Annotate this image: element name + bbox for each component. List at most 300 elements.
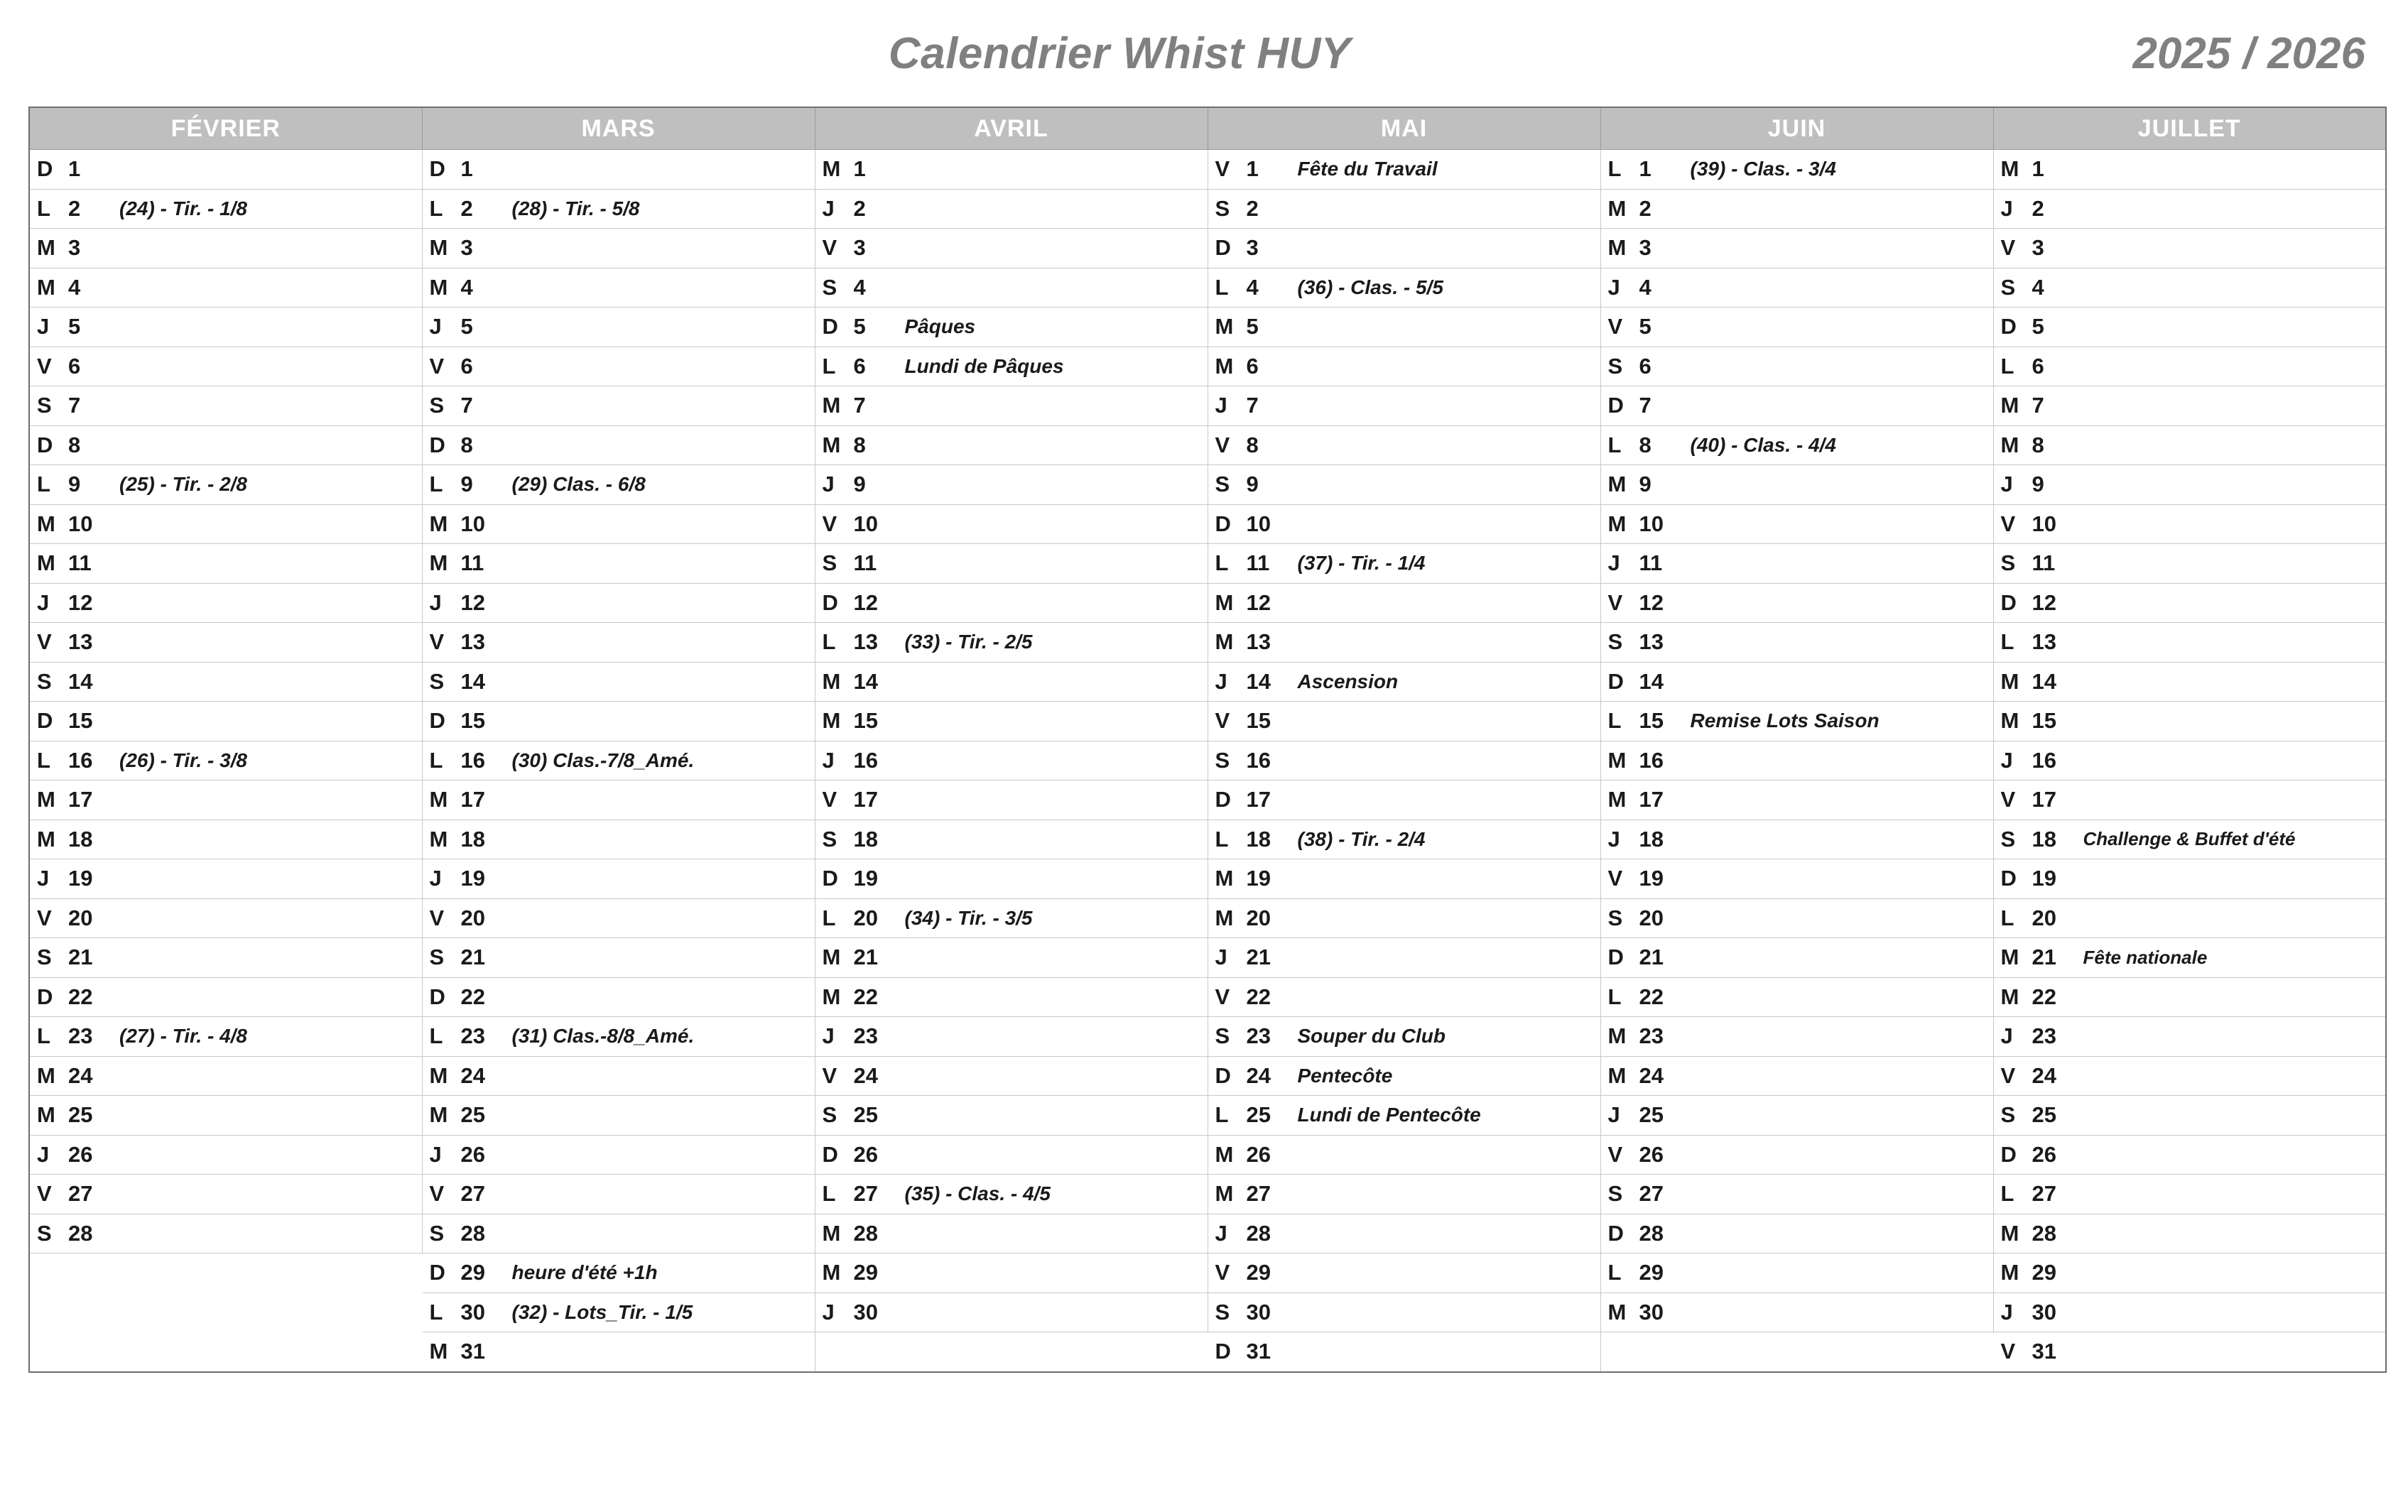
day-of-week: D <box>429 708 445 734</box>
day-number: 12 <box>853 589 878 615</box>
day-number: 27 <box>1246 1181 1271 1207</box>
day-of-week: V <box>822 511 837 536</box>
day-cell-mai-14[interactable] <box>1208 662 1600 702</box>
day-number: 15 <box>460 708 485 734</box>
day-cell-juillet-29[interactable] <box>1993 1253 2386 1293</box>
day-cell-mai-4[interactable] <box>1208 268 1600 308</box>
day-cell-avril-6[interactable] <box>815 347 1208 386</box>
day-cell-content <box>815 1175 1208 1213</box>
day-cell-juillet-13[interactable] <box>1993 623 2386 663</box>
day-cell-mars-30[interactable] <box>422 1293 815 1332</box>
day-cell-content <box>1208 544 1600 582</box>
day-cell-février-8[interactable] <box>29 425 422 465</box>
day-cell-mars-1[interactable] <box>422 150 815 190</box>
day-cell-mars-8[interactable] <box>422 425 815 465</box>
day-of-week: M <box>1215 314 1234 339</box>
day-cell-avril-5[interactable] <box>815 308 1208 347</box>
day-cell-avril-26[interactable] <box>815 1135 1208 1175</box>
title-bar <box>21 0 2387 107</box>
day-of-week: D <box>2000 866 2017 891</box>
day-cell-content <box>1601 465 1993 504</box>
day-cell-juillet-1[interactable] <box>1993 150 2386 190</box>
day-cell-content <box>1208 899 1600 937</box>
day-cell-content <box>815 899 1208 937</box>
day-cell-février-27[interactable] <box>29 1175 422 1214</box>
day-cell-content <box>1994 268 2386 307</box>
day-cell-février-21[interactable] <box>29 938 422 978</box>
calendar-row <box>29 741 2386 781</box>
day-cell-mai-16[interactable] <box>1208 741 1600 781</box>
day-cell-content <box>30 465 422 504</box>
day-cell-avril-20[interactable] <box>815 898 1208 938</box>
day-of-week: J <box>822 195 835 221</box>
day-cell-content <box>423 1214 815 1253</box>
day-cell-avril-22[interactable] <box>815 977 1208 1017</box>
day-note: (39) - Clas. - 3/4 <box>1690 158 1836 180</box>
day-cell-février-20[interactable] <box>29 898 422 938</box>
day-cell-mars-22[interactable] <box>422 977 815 1017</box>
day-cell-avril-9[interactable] <box>815 465 1208 505</box>
day-cell-juin-23[interactable] <box>1600 1017 1993 1057</box>
day-of-week: J <box>37 589 50 615</box>
day-cell-juillet-18[interactable] <box>1993 820 2386 859</box>
day-cell-mai-22[interactable] <box>1208 977 1600 1017</box>
day-cell-juin-6[interactable] <box>1600 347 1993 386</box>
day-cell-avril-17[interactable] <box>815 781 1208 820</box>
day-cell-mai-23[interactable] <box>1208 1017 1600 1057</box>
day-cell-juillet-17[interactable] <box>1993 781 2386 820</box>
day-cell-juillet-11[interactable] <box>1993 544 2386 584</box>
day-cell-content <box>423 229 815 267</box>
day-cell-mai-18[interactable] <box>1208 820 1600 859</box>
day-cell-juin-21[interactable] <box>1600 938 1993 978</box>
day-of-week: J <box>37 1141 50 1167</box>
day-of-week: S <box>1607 1181 1623 1207</box>
day-cell-content <box>1208 1332 1600 1371</box>
calendar-row <box>29 504 2386 544</box>
day-cell-juin-30[interactable] <box>1600 1293 1993 1332</box>
day-cell-février-22[interactable] <box>29 977 422 1017</box>
day-cell-avril-11[interactable] <box>815 544 1208 584</box>
day-cell-juin-5[interactable] <box>1600 308 1993 347</box>
day-of-week: M <box>37 511 55 536</box>
day-cell-février-4[interactable] <box>29 268 422 308</box>
day-cell-mars-27[interactable] <box>422 1175 815 1214</box>
day-cell-février-9[interactable] <box>29 465 422 505</box>
day-cell-mai-29[interactable] <box>1208 1253 1600 1293</box>
day-cell-content <box>1208 1175 1600 1213</box>
day-cell-mai-13[interactable] <box>1208 623 1600 663</box>
day-cell-avril-8[interactable] <box>815 425 1208 465</box>
day-cell-mars-19[interactable] <box>422 859 815 899</box>
day-cell-content <box>815 505 1208 543</box>
day-cell-juin-27[interactable] <box>1600 1175 1993 1214</box>
day-cell-mars-15[interactable] <box>422 702 815 741</box>
day-cell-février-16[interactable] <box>29 741 422 781</box>
day-cell-mars-5[interactable] <box>422 308 815 347</box>
day-cell-juin-3[interactable] <box>1600 229 1993 268</box>
day-number: 28 <box>853 1220 878 1246</box>
day-number: 5 <box>853 314 866 339</box>
calendar-row <box>29 1293 2386 1332</box>
day-cell-content <box>30 781 422 819</box>
day-cell-juillet-27[interactable] <box>1993 1175 2386 1214</box>
day-cell-juin-29[interactable] <box>1600 1253 1993 1293</box>
day-of-week: S <box>2000 274 2016 300</box>
day-of-week: S <box>2000 1102 2016 1128</box>
day-of-week: J <box>2000 1023 2013 1049</box>
day-cell-avril-4[interactable] <box>815 268 1208 308</box>
day-cell-juin-26[interactable] <box>1600 1135 1993 1175</box>
day-cell-juillet-12[interactable] <box>1993 583 2386 623</box>
day-cell-content <box>1601 663 1993 701</box>
day-cell-avril-25[interactable] <box>815 1096 1208 1136</box>
day-cell-février-19[interactable] <box>29 859 422 899</box>
day-cell-mars-21[interactable] <box>422 938 815 978</box>
day-cell-mai-8[interactable] <box>1208 425 1600 465</box>
day-cell-juin-10[interactable] <box>1600 504 1993 544</box>
day-of-week: D <box>37 156 53 182</box>
day-of-week: V <box>1607 589 1623 615</box>
day-of-week: S <box>1215 747 1230 773</box>
day-number: 27 <box>68 1181 93 1207</box>
day-of-week: M <box>1607 747 1627 773</box>
day-of-week: D <box>429 984 445 1009</box>
day-cell-juin-24[interactable] <box>1600 1056 1993 1096</box>
day-cell-content <box>423 978 815 1016</box>
day-cell-février-7[interactable] <box>29 386 422 426</box>
day-of-week: S <box>1215 472 1230 497</box>
day-cell-content <box>1601 190 1993 228</box>
day-of-week: M <box>2000 156 2019 182</box>
day-cell-mai-7[interactable] <box>1208 386 1600 426</box>
day-of-week: L <box>2000 353 2014 379</box>
day-cell-juin-8[interactable] <box>1600 425 1993 465</box>
day-cell-mars-3[interactable] <box>422 229 815 268</box>
day-cell-avril-3[interactable] <box>815 229 1208 268</box>
day-cell-juin-2[interactable] <box>1600 189 1993 229</box>
day-cell-avril-23[interactable] <box>815 1017 1208 1057</box>
day-cell-février-13[interactable] <box>29 623 422 663</box>
day-cell-avril-7[interactable] <box>815 386 1208 426</box>
day-cell-février-2[interactable] <box>29 189 422 229</box>
day-cell-mars-20[interactable] <box>422 898 815 938</box>
day-cell-content <box>423 544 815 582</box>
day-cell-content <box>815 781 1208 819</box>
day-cell-avril-24[interactable] <box>815 1056 1208 1096</box>
day-cell-février-24[interactable] <box>29 1056 422 1096</box>
day-cell-content <box>1208 347 1600 386</box>
day-cell-mars-16[interactable] <box>422 741 815 781</box>
day-cell-juin-22[interactable] <box>1600 977 1993 1017</box>
day-number: 27 <box>2032 1181 2056 1207</box>
day-note: (24) - Tir. - 1/8 <box>119 197 247 219</box>
day-of-week: D <box>429 432 445 457</box>
day-cell-juin-14[interactable] <box>1600 662 1993 702</box>
day-cell-content <box>1601 1332 1993 1371</box>
day-cell-juin-11[interactable] <box>1600 544 1993 584</box>
day-number: 13 <box>1246 629 1271 655</box>
day-cell-content <box>1994 899 2386 937</box>
day-of-week: V <box>1215 984 1230 1009</box>
day-number: 10 <box>853 511 878 536</box>
day-number: 3 <box>1639 235 1652 261</box>
day-cell-juin-7[interactable] <box>1600 386 1993 426</box>
day-of-week: L <box>1607 708 1622 734</box>
day-of-week: M <box>1607 1299 1627 1325</box>
day-cell-juillet-14[interactable] <box>1993 662 2386 702</box>
day-number: 5 <box>2032 314 2044 339</box>
day-cell-avril-14[interactable] <box>815 662 1208 702</box>
day-cell-mai-25[interactable] <box>1208 1096 1600 1136</box>
day-cell-content <box>815 1017 1208 1055</box>
day-cell-mai-31[interactable] <box>1208 1332 1600 1372</box>
day-number: 28 <box>460 1220 485 1246</box>
day-cell-juillet-6[interactable] <box>1993 347 2386 386</box>
day-cell-mai-20[interactable] <box>1208 898 1600 938</box>
day-of-week: J <box>429 314 442 339</box>
day-number: 22 <box>1246 984 1271 1009</box>
day-cell-avril-18[interactable] <box>815 820 1208 859</box>
day-number: 13 <box>1639 629 1664 655</box>
day-cell-content <box>1208 150 1600 188</box>
day-cell-mars-31[interactable] <box>422 1332 815 1372</box>
day-cell-juillet-30[interactable] <box>1993 1293 2386 1332</box>
day-of-week: L <box>429 1299 443 1325</box>
day-cell-mars-17[interactable] <box>422 781 815 820</box>
day-cell-mars-9[interactable] <box>422 465 815 505</box>
day-cell-mars-18[interactable] <box>422 820 815 859</box>
day-cell-juillet-2[interactable] <box>1993 189 2386 229</box>
day-cell-mai-27[interactable] <box>1208 1175 1600 1214</box>
day-of-week: D <box>1215 1339 1231 1364</box>
day-cell-juin-19[interactable] <box>1600 859 1993 899</box>
day-cell-mai-6[interactable] <box>1208 347 1600 386</box>
day-cell-février-1[interactable] <box>29 150 422 190</box>
day-cell-juin-15[interactable] <box>1600 702 1993 741</box>
day-cell-mai-2[interactable] <box>1208 189 1600 229</box>
day-of-week: M <box>822 393 841 418</box>
day-number: 25 <box>460 1102 485 1128</box>
day-cell-juillet-20[interactable] <box>1993 898 2386 938</box>
day-cell-avril-1[interactable] <box>815 150 1208 190</box>
day-cell-mai-10[interactable] <box>1208 504 1600 544</box>
day-cell-février-5[interactable] <box>29 308 422 347</box>
day-of-week: M <box>1607 1023 1627 1049</box>
day-cell-juillet-21[interactable] <box>1993 938 2386 978</box>
day-of-week: M <box>822 945 841 970</box>
day-note: (33) - Tir. - 2/5 <box>904 631 1033 653</box>
day-cell-juin-16[interactable] <box>1600 741 1993 781</box>
day-cell-content <box>815 150 1208 188</box>
day-cell-juillet-5[interactable] <box>1993 308 2386 347</box>
day-cell-juillet-26[interactable] <box>1993 1135 2386 1175</box>
day-number: 12 <box>68 589 93 615</box>
day-cell-mai-28[interactable] <box>1208 1214 1600 1253</box>
day-cell-mars-4[interactable] <box>422 268 815 308</box>
day-cell-content <box>815 426 1208 464</box>
day-of-week: M <box>2000 984 2019 1009</box>
day-cell-content <box>423 623 815 661</box>
day-cell-février-10[interactable] <box>29 504 422 544</box>
day-cell-février-26[interactable] <box>29 1135 422 1175</box>
day-cell-mars-2[interactable] <box>422 189 815 229</box>
day-note: Pentecôte <box>1297 1064 1393 1087</box>
day-cell-avril-13[interactable] <box>815 623 1208 663</box>
day-cell-content <box>423 741 815 780</box>
day-cell-juin-9[interactable] <box>1600 465 1993 505</box>
day-number: 4 <box>68 274 81 300</box>
day-cell-juillet-7[interactable] <box>1993 386 2386 426</box>
day-cell-février-23[interactable] <box>29 1017 422 1057</box>
day-cell-février-14[interactable] <box>29 662 422 702</box>
day-cell-avril-27[interactable] <box>815 1175 1208 1214</box>
day-cell-mars-6[interactable] <box>422 347 815 386</box>
day-number: 28 <box>1246 1220 1271 1246</box>
month-header-juin: JUIN <box>1600 107 1993 150</box>
day-of-week: S <box>37 1220 52 1246</box>
day-cell-avril-16[interactable] <box>815 741 1208 781</box>
day-cell-juillet-8[interactable] <box>1993 425 2386 465</box>
day-cell-juin-1[interactable] <box>1600 150 1993 190</box>
day-cell-avril-28[interactable] <box>815 1214 1208 1253</box>
day-cell-juillet-23[interactable] <box>1993 1017 2386 1057</box>
day-cell-février-28[interactable] <box>29 1214 422 1253</box>
day-cell-content <box>815 1253 1208 1292</box>
day-number: 30 <box>1639 1299 1664 1325</box>
day-cell-avril-12[interactable] <box>815 583 1208 623</box>
day-cell-février-18[interactable] <box>29 820 422 859</box>
day-cell-juin-20[interactable] <box>1600 898 1993 938</box>
day-cell-juin-28[interactable] <box>1600 1214 1993 1253</box>
day-cell-mai-11[interactable] <box>1208 544 1600 584</box>
day-cell-content <box>1994 426 2386 464</box>
day-cell-avril-19[interactable] <box>815 859 1208 899</box>
day-cell-février-12[interactable] <box>29 583 422 623</box>
day-cell-mai-3[interactable] <box>1208 229 1600 268</box>
day-number: 7 <box>2032 393 2044 418</box>
day-cell-juillet-28[interactable] <box>1993 1214 2386 1253</box>
day-cell-avril-15[interactable] <box>815 702 1208 741</box>
day-cell-mai-17[interactable] <box>1208 781 1600 820</box>
day-cell-content <box>1601 1136 1993 1174</box>
day-note: Pâques <box>904 315 976 338</box>
day-cell-content <box>423 426 815 464</box>
day-cell-mai-30[interactable] <box>1208 1293 1600 1332</box>
day-number: 8 <box>1639 432 1652 457</box>
day-cell-juin-18[interactable] <box>1600 820 1993 859</box>
day-number: 8 <box>68 432 81 457</box>
day-cell-mai-19[interactable] <box>1208 859 1600 899</box>
day-cell-février-17[interactable] <box>29 781 422 820</box>
day-cell-juillet-9[interactable] <box>1993 465 2386 505</box>
calendar-row <box>29 268 2386 308</box>
day-cell-mai-21[interactable] <box>1208 938 1600 978</box>
day-cell-mai-1[interactable] <box>1208 150 1600 190</box>
day-cell-mars-29[interactable] <box>422 1253 815 1293</box>
day-cell-avril-30[interactable] <box>815 1293 1208 1332</box>
day-cell-mars-10[interactable] <box>422 504 815 544</box>
day-cell-mars-26[interactable] <box>422 1135 815 1175</box>
day-number: 21 <box>1639 945 1664 970</box>
day-cell-juillet-3[interactable] <box>1993 229 2386 268</box>
day-of-week: V <box>429 905 445 930</box>
day-cell-mai-12[interactable] <box>1208 583 1600 623</box>
day-cell-février-3[interactable] <box>29 229 422 268</box>
day-cell-février-15[interactable] <box>29 702 422 741</box>
day-cell-juillet-4[interactable] <box>1993 268 2386 308</box>
day-cell-content <box>423 268 815 307</box>
day-cell-mars-28[interactable] <box>422 1214 815 1253</box>
day-cell-avril-21[interactable] <box>815 938 1208 978</box>
day-cell-mars-7[interactable] <box>422 386 815 426</box>
day-of-week: J <box>429 589 442 615</box>
day-cell-février-6[interactable] <box>29 347 422 386</box>
day-of-week: L <box>1215 1102 1229 1128</box>
day-cell-mai-24[interactable] <box>1208 1056 1600 1096</box>
day-cell-content <box>423 663 815 701</box>
day-cell-avril-2[interactable] <box>815 189 1208 229</box>
day-cell-juillet-25[interactable] <box>1993 1096 2386 1136</box>
day-of-week: M <box>822 708 841 734</box>
day-number: 26 <box>460 1141 485 1167</box>
day-cell-juillet-15[interactable] <box>1993 702 2386 741</box>
day-number: 11 <box>68 550 92 576</box>
day-cell-juillet-24[interactable] <box>1993 1056 2386 1096</box>
day-cell-juin-25[interactable] <box>1600 1096 1993 1136</box>
calendar-row <box>29 781 2386 820</box>
day-cell-mars-12[interactable] <box>422 583 815 623</box>
day-cell-content <box>1994 781 2386 819</box>
day-cell-mars-11[interactable] <box>422 544 815 584</box>
day-cell-mars-24[interactable] <box>422 1056 815 1096</box>
day-cell-avril-29[interactable] <box>815 1253 1208 1293</box>
day-cell-juillet-19[interactable] <box>1993 859 2386 899</box>
day-cell-avril-10[interactable] <box>815 504 1208 544</box>
day-cell-mai-15[interactable] <box>1208 702 1600 741</box>
day-cell-mai-9[interactable] <box>1208 465 1600 505</box>
day-cell-février-11[interactable] <box>29 544 422 584</box>
day-cell-juin-13[interactable] <box>1600 623 1993 663</box>
day-cell-juillet-31[interactable] <box>1993 1332 2386 1372</box>
day-cell-juillet-22[interactable] <box>1993 977 2386 1017</box>
day-cell-février-25[interactable] <box>29 1096 422 1136</box>
day-of-week: V <box>37 353 52 379</box>
day-number: 15 <box>2032 708 2056 734</box>
day-cell-mars-25[interactable] <box>422 1096 815 1136</box>
day-cell-mars-13[interactable] <box>422 623 815 663</box>
day-cell-juillet-10[interactable] <box>1993 504 2386 544</box>
day-number: 6 <box>853 353 866 379</box>
day-cell-juillet-16[interactable] <box>1993 741 2386 781</box>
day-cell-mars-23[interactable] <box>422 1017 815 1057</box>
day-note: (26) - Tir. - 3/8 <box>119 749 247 771</box>
day-cell-mai-5[interactable] <box>1208 308 1600 347</box>
day-cell-juin-12[interactable] <box>1600 583 1993 623</box>
day-number: 16 <box>1246 747 1271 773</box>
day-cell-content <box>1208 859 1600 898</box>
day-cell-juin-4[interactable] <box>1600 268 1993 308</box>
day-number: 18 <box>68 826 93 852</box>
day-number: 12 <box>1639 589 1664 615</box>
day-of-week: M <box>822 668 841 694</box>
day-cell-mars-14[interactable] <box>422 662 815 702</box>
day-of-week: J <box>1607 550 1620 576</box>
day-cell-juin-17[interactable] <box>1600 781 1993 820</box>
day-cell-content <box>1994 1175 2386 1213</box>
day-of-week: J <box>1215 668 1227 694</box>
day-cell-mai-26[interactable] <box>1208 1135 1600 1175</box>
